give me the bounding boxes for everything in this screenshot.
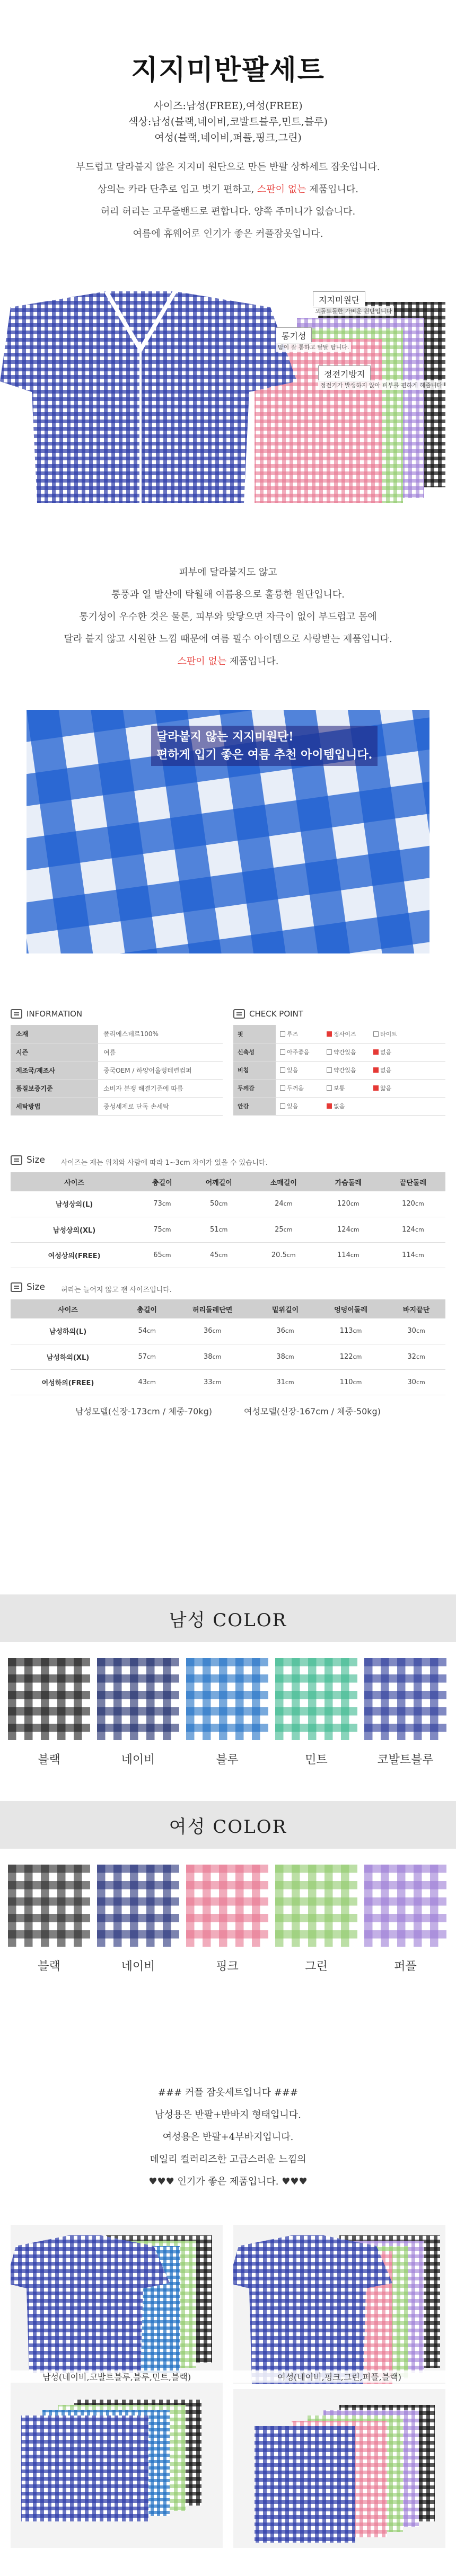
checkpoint-option-label: 정사이즈 (334, 1030, 356, 1038)
desc-line: 부드럽고 달라붙지 않은 지지미 원단으로 만든 반팔 상하세트 잠옷입니다. (76, 162, 380, 173)
size-row (11, 1217, 445, 1242)
outro-line: ### 커플 잠옷세트입니다 ### (157, 2087, 299, 2098)
size-cell (256, 1369, 314, 1395)
size-value: 36 (204, 1327, 213, 1335)
women-set-photo (233, 2225, 445, 2384)
checked-box-icon (327, 1031, 332, 1037)
hero-section (0, 48, 456, 245)
model-info (11, 1405, 445, 1417)
size-cell (314, 1344, 387, 1369)
size-value: 32 (407, 1352, 416, 1361)
info-key: 소재 (11, 1025, 98, 1043)
color-swatch-label: 네이비 (121, 1753, 155, 1767)
checkpoint-option (327, 1066, 373, 1074)
checkpoint-key: 안감 (233, 1097, 276, 1115)
women-model-spec: 여성모델(신장-167cm / 체중-50kg) (244, 1406, 381, 1416)
callout-fabric-sub: 오돌토돌한 가벼운 원단입니다 (313, 306, 394, 316)
checkbox-icon (280, 1031, 285, 1037)
checkbox-icon (280, 1049, 285, 1055)
women-shorts-photo (233, 2389, 445, 2548)
color-swatch-label: 블랙 (38, 1753, 60, 1767)
size-value: 30 (407, 1327, 416, 1335)
women-color-section (0, 1801, 456, 1986)
size-unit: cm (353, 1353, 362, 1360)
size-value: 113 (339, 1327, 353, 1335)
size-cell: 여성상의(FREE) (11, 1242, 138, 1268)
memo-icon (11, 1282, 22, 1292)
checkpoint-options (276, 1097, 445, 1115)
callout-antistatic: 정전기방지 (318, 366, 371, 382)
no-stretch-highlight: 스판이 없는 (257, 184, 306, 195)
size-cell (125, 1318, 169, 1344)
size-unit: cm (350, 1200, 359, 1208)
size-cell (387, 1344, 445, 1369)
color-swatch-label: 블루 (216, 1753, 239, 1767)
checkpoint-option (327, 1084, 373, 1092)
checkpoint-key: 두께감 (233, 1079, 276, 1097)
size-value: 20.5 (271, 1251, 287, 1259)
outro-line: 남성용은 반팔+반바지 형태입니다. (155, 2109, 301, 2120)
women-color-title: 여성 COLOR (0, 1801, 456, 1849)
checkpoint-option-label: 있음 (287, 1067, 299, 1074)
checkpoint-option-label: 타이트 (380, 1030, 397, 1038)
checkpoint-option-label: 아주좋음 (287, 1049, 310, 1056)
size-unit: cm (416, 1327, 425, 1335)
color-swatch (8, 1658, 90, 1740)
fabric-line-after: 제품입니다. (226, 656, 279, 667)
size-unit: cm (147, 1327, 156, 1335)
size-value: 122 (339, 1352, 353, 1361)
page-title: 지지미반팔세트 (131, 54, 325, 86)
size-cell (187, 1242, 251, 1268)
size-value: 31 (276, 1378, 285, 1386)
size-unit: cm (286, 1251, 296, 1259)
size-unit: cm (285, 1327, 294, 1335)
size-row (11, 1318, 445, 1344)
checkpoint-option-label: 두꺼움 (287, 1085, 304, 1092)
size-cell (316, 1191, 381, 1217)
info-box (11, 1009, 223, 1116)
closeup-line-2: 편하게 입기 좋은 여름 추천 아이템입니다. (156, 748, 373, 762)
color-swatch (186, 1865, 268, 1947)
size-col-header: 총길이 (138, 1172, 187, 1191)
checkpoint-option-label: 얇음 (380, 1085, 392, 1092)
size-cell (187, 1217, 251, 1242)
checkpoint-options (276, 1043, 445, 1061)
size-cell: 남성상의(L) (11, 1191, 138, 1217)
size-row (11, 1191, 445, 1217)
size-bottom-table (11, 1299, 445, 1395)
size-unit: cm (212, 1327, 222, 1335)
info-header (11, 1009, 223, 1019)
checkpoint-box (233, 1009, 445, 1116)
size-cell (187, 1191, 251, 1217)
closeup-caption (151, 726, 378, 766)
memo-icon (233, 1009, 245, 1019)
size-cell (169, 1318, 256, 1344)
size-unit: cm (415, 1226, 424, 1233)
size-value: 110 (339, 1378, 353, 1386)
checkpoint-option (373, 1048, 420, 1056)
size-cell (169, 1344, 256, 1369)
checkpoint-option (280, 1102, 327, 1110)
size-col-header: 밑위길이 (256, 1299, 314, 1318)
info-header-label: INFORMATION (27, 1009, 83, 1019)
size-value: 114 (337, 1251, 350, 1259)
info-key: 세탁방법 (11, 1097, 98, 1115)
closeup-line-1: 달라붙지 않는 지지미원단! (156, 730, 294, 744)
size-top-section (11, 1155, 445, 1268)
size-top-note: 사이즈는 재는 위치와 사람에 따라 1~3cm 차이가 있을 수 있습니다. (60, 1159, 268, 1167)
size-cell (125, 1344, 169, 1369)
size-col-header: 사이즈 (11, 1172, 138, 1191)
size-unit: cm (147, 1378, 156, 1386)
men-color-title: 남성 COLOR (0, 1594, 456, 1642)
size-cell (381, 1242, 445, 1268)
fabric-line-red (0, 650, 456, 673)
size-unit: cm (283, 1226, 293, 1233)
memo-icon (11, 1009, 22, 1019)
size-value: 120 (402, 1200, 415, 1208)
size-cell (387, 1369, 445, 1395)
info-value: 소비자 분쟁 해결기준에 따름 (98, 1079, 223, 1097)
colors-line-women: 여성(블랙,네이비,퍼플,핑크,그린) (154, 132, 302, 144)
checkpoint-option (373, 1066, 420, 1074)
size-value: 73 (153, 1200, 162, 1208)
color-swatch (275, 1865, 357, 1947)
checkpoint-option-label: 루즈 (287, 1030, 299, 1038)
size-unit: cm (212, 1353, 222, 1360)
checkpoint-row (233, 1097, 445, 1115)
navy-shirt (0, 291, 297, 503)
size-unit: cm (147, 1353, 156, 1360)
info-row (11, 1043, 223, 1061)
size-unit: cm (416, 1353, 425, 1360)
size-value: 33 (204, 1378, 213, 1386)
checkpoint-option-label: 약간있음 (334, 1049, 356, 1056)
fabric-line: 통기성이 우수한 것은 물론, 피부와 맞닿으면 자극이 없이 부드럽고 몸에 (79, 611, 377, 622)
desc-text: 상의는 카라 단추로 입고 벗기 편하고, (98, 184, 257, 195)
color-swatch (275, 1658, 357, 1740)
size-row (11, 1369, 445, 1395)
checkpoint-option (373, 1030, 420, 1038)
info-section (11, 1009, 445, 1116)
checkpoint-option (327, 1048, 373, 1056)
color-swatch (364, 1658, 446, 1740)
color-swatch (8, 1865, 90, 1947)
outro-line: 여성용은 반팔+4부바지입니다. (162, 2132, 294, 2143)
checked-box-icon (373, 1085, 379, 1091)
size-unit: cm (416, 1378, 425, 1386)
info-row (11, 1061, 223, 1079)
size-unit: cm (218, 1200, 228, 1208)
callout-breathable: 통기성 (276, 327, 312, 344)
men-set-image (11, 2225, 223, 2548)
size-value: 50 (210, 1200, 219, 1208)
size-unit: cm (350, 1226, 359, 1233)
checkbox-icon (280, 1103, 285, 1109)
size-unit: cm (162, 1251, 171, 1259)
size-col-header: 소매길이 (251, 1172, 316, 1191)
size-value: 36 (276, 1327, 285, 1335)
size-value: 51 (210, 1225, 219, 1234)
sizes-line: 사이즈:남성(FREE),여성(FREE) (153, 100, 303, 112)
info-table (11, 1025, 223, 1116)
size-cell (138, 1217, 187, 1242)
size-cell (138, 1242, 187, 1268)
checkpoint-option (280, 1048, 327, 1056)
size-cell (381, 1217, 445, 1242)
outro-section (0, 2082, 456, 2193)
size-cell (138, 1191, 187, 1217)
outro-line: 데일리 컬러리즈한 고급스러운 느낌의 (150, 2154, 306, 2165)
checkbox-icon (373, 1031, 379, 1037)
size-cell (314, 1318, 387, 1344)
size-col-header: 끝단둘레 (381, 1172, 445, 1191)
size-value: 65 (153, 1251, 162, 1259)
women-shorts-image (233, 2389, 445, 2548)
size-value: 57 (138, 1352, 147, 1361)
checkbox-icon (327, 1067, 332, 1073)
checkpoint-options (276, 1025, 445, 1043)
men-set-caption: 남성(네이비,코발트블루,블루,민트,블랙) (11, 2370, 223, 2383)
size-value: 43 (138, 1378, 147, 1386)
desc-line: 여름에 휴웨어로 인기가 좋은 커플잠옷입니다. (133, 228, 323, 239)
color-swatch-label: 코발트블루 (377, 1753, 434, 1767)
checkpoint-key: 신축성 (233, 1043, 276, 1061)
size-cell (251, 1217, 316, 1242)
size-cell (251, 1242, 316, 1268)
checked-box-icon (327, 1103, 332, 1109)
colors-line: 색상:남성(블랙,네이비,코발트블루,민트,블루) (128, 116, 328, 128)
size-cell: 남성하의(L) (11, 1318, 125, 1344)
men-set-photo (11, 2225, 223, 2548)
size-col-header: 어깨길이 (187, 1172, 251, 1191)
fabric-line: 달라 붙지 않고 시원한 느낌 때문에 여름 필수 아이템으로 사랑받는 제품입니다. (64, 634, 392, 645)
size-unit: cm (415, 1251, 424, 1259)
info-row (11, 1097, 223, 1115)
size-row (11, 1344, 445, 1369)
size-value: 25 (275, 1225, 284, 1234)
checkpoint-header (233, 1009, 445, 1019)
checkpoint-option-label: 없음 (380, 1049, 392, 1056)
checkpoint-option (327, 1102, 373, 1110)
size-col-header: 허리둘레단면 (169, 1299, 256, 1318)
size-unit: cm (350, 1251, 359, 1259)
checkpoint-header-label: CHECK POINT (249, 1009, 303, 1019)
fabric-line: 피부에 달라붙지도 않고 (179, 567, 277, 578)
size-top-table (11, 1172, 445, 1268)
size-cell (316, 1242, 381, 1268)
size-value: 38 (204, 1352, 213, 1361)
checkpoint-options (276, 1061, 445, 1079)
size-cell: 여성하의(FREE) (11, 1369, 125, 1395)
info-key: 시즌 (11, 1043, 98, 1061)
size-col-header: 총길이 (125, 1299, 169, 1318)
size-unit: cm (283, 1200, 293, 1208)
checkpoint-key: 비침 (233, 1061, 276, 1079)
no-stretch-highlight: 스판이 없는 (177, 656, 227, 667)
size-unit: cm (415, 1200, 424, 1208)
size-col-header: 사이즈 (11, 1299, 125, 1318)
fabric-description (0, 561, 456, 673)
men-color-section (0, 1594, 456, 1780)
checkpoint-table (233, 1025, 445, 1116)
checkpoint-option-label: 없음 (334, 1103, 345, 1110)
color-swatch-label: 블랙 (38, 1960, 60, 1973)
size-unit: cm (285, 1353, 294, 1360)
checkbox-icon (280, 1067, 285, 1073)
size-cell (316, 1217, 381, 1242)
info-value: 폴리에스테르100% (98, 1025, 223, 1043)
size-bottom-note: 허리는 늘어지 않고 잰 사이즈입니다. (60, 1286, 172, 1294)
size-unit: cm (162, 1226, 171, 1233)
size-value: 24 (275, 1200, 284, 1208)
info-value: 중성세제로 단독 손세탁 (98, 1097, 223, 1115)
outro-line: ♥♥♥ 인기가 좋은 제품입니다. ♥♥♥ (148, 2176, 308, 2187)
hero-description (0, 156, 456, 245)
checkbox-icon (327, 1085, 332, 1091)
info-key: 제조국/제조사 (11, 1061, 98, 1079)
size-top-title: Size (27, 1155, 45, 1165)
checkpoint-row (233, 1043, 445, 1061)
women-set-caption: 여성(네이비,핑크,그린,퍼플,블랙) (233, 2370, 445, 2383)
men-swatch-row (0, 1658, 456, 1780)
checkpoint-key: 핏 (233, 1025, 276, 1043)
checkpoint-options (276, 1079, 445, 1097)
men-model-spec: 남성모델(신장-173cm / 체중-70kg) (75, 1406, 212, 1416)
memo-icon (11, 1155, 22, 1165)
size-cell: 남성상의(XL) (11, 1217, 138, 1242)
size-cell: 남성하의(XL) (11, 1344, 125, 1369)
color-swatch-label: 그린 (305, 1960, 328, 1973)
checkbox-icon (327, 1049, 332, 1055)
size-unit: cm (162, 1200, 171, 1208)
checkpoint-row (233, 1061, 445, 1079)
size-col-header: 바지끝단 (387, 1299, 445, 1318)
size-cell (256, 1344, 314, 1369)
color-swatch-label: 퍼플 (394, 1960, 417, 1973)
product-photo-stack (0, 286, 456, 503)
checkpoint-option (280, 1030, 327, 1038)
size-col-header: 가슴둘레 (316, 1172, 381, 1191)
size-unit: cm (353, 1327, 362, 1335)
fabric-closeup-photo (27, 710, 429, 953)
info-row (11, 1079, 223, 1097)
women-set-image (233, 2225, 445, 2384)
checkpoint-option (280, 1066, 327, 1074)
size-value: 114 (402, 1251, 415, 1259)
callout-fabric: 지지미원단 (313, 291, 365, 308)
color-swatch (97, 1658, 179, 1740)
callout-breathable-sub: 땀이 잘 통하고 탈탈 탑니다. (276, 342, 351, 352)
size-cell (314, 1369, 387, 1395)
checkpoint-option (327, 1030, 373, 1038)
size-cell (381, 1191, 445, 1217)
color-swatch-label: 핑크 (216, 1960, 239, 1973)
color-swatch-label: 네이비 (121, 1960, 155, 1973)
size-unit: cm (218, 1251, 228, 1259)
size-value: 45 (210, 1251, 219, 1259)
size-cell (251, 1191, 316, 1217)
size-unit: cm (218, 1226, 228, 1233)
callout-antistatic-sub: 정전기가 발생하지 않아 피부를 편하게 해줍니다 (318, 380, 444, 390)
size-bottom-header (11, 1282, 445, 1294)
checkpoint-option (373, 1084, 420, 1092)
size-col-header: 엉덩이둘레 (314, 1299, 387, 1318)
size-bottom-section (11, 1282, 445, 1417)
color-swatch (186, 1658, 268, 1740)
checkpoint-row (233, 1079, 445, 1097)
checked-box-icon (373, 1049, 379, 1055)
color-swatch (97, 1865, 179, 1947)
size-row (11, 1242, 445, 1268)
size-unit: cm (212, 1378, 222, 1386)
checkpoint-option-label: 약간있음 (334, 1067, 356, 1074)
checkpoint-option-label: 보통 (334, 1085, 345, 1092)
size-value: 54 (138, 1327, 147, 1335)
info-row (11, 1025, 223, 1043)
size-value: 124 (402, 1225, 415, 1234)
fabric-line: 통풍과 열 발산에 탁월해 여름용으로 훌륭한 원단입니다. (111, 589, 345, 600)
size-value: 30 (407, 1378, 416, 1386)
size-value: 38 (276, 1352, 285, 1361)
checkbox-icon (280, 1085, 285, 1091)
size-value: 124 (337, 1225, 350, 1234)
checkpoint-option-label: 없음 (380, 1067, 392, 1074)
size-cell (256, 1318, 314, 1344)
size-value: 120 (337, 1200, 350, 1208)
size-unit: cm (285, 1378, 294, 1386)
size-bottom-title: Size (27, 1282, 45, 1293)
size-value: 75 (153, 1225, 162, 1234)
info-value: 여름 (98, 1043, 223, 1061)
size-cell (169, 1369, 256, 1395)
checkpoint-row (233, 1025, 445, 1043)
desc-text-after: 제품입니다. (306, 184, 358, 195)
color-swatch (364, 1865, 446, 1947)
checkpoint-option (280, 1084, 327, 1092)
desc-line: 허리 허리는 고무줄밴드로 편합니다. 양쪽 주머니가 없습니다. (100, 206, 356, 217)
checked-box-icon (373, 1067, 379, 1073)
color-swatch-label: 민트 (305, 1753, 328, 1767)
size-cell (125, 1369, 169, 1395)
desc-line-red (0, 179, 456, 201)
info-key: 품질보증기준 (11, 1079, 98, 1097)
size-top-header (11, 1155, 445, 1167)
checkpoint-option-label: 있음 (287, 1103, 299, 1110)
size-cell (387, 1318, 445, 1344)
shirts-illustration (0, 286, 456, 503)
size-unit: cm (353, 1378, 362, 1386)
women-swatch-row (0, 1865, 456, 1986)
info-value: 중국OEM / 하양어울렁테련컴퍼 (98, 1061, 223, 1079)
